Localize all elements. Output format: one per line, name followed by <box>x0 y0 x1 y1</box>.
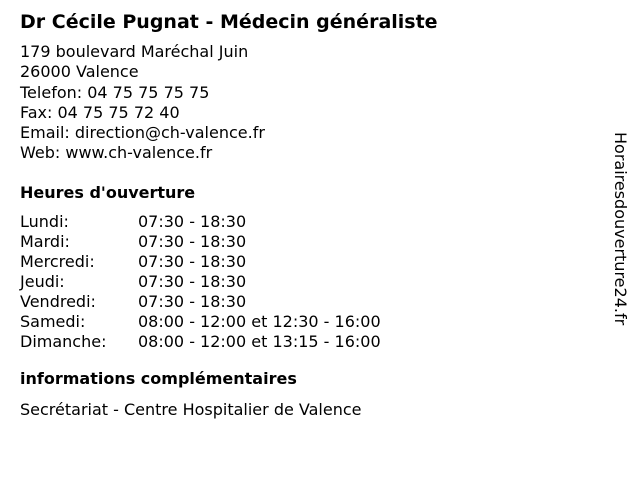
day-label: Lundi: <box>20 211 69 231</box>
day-label: Vendredi: <box>20 292 96 312</box>
day-label: Dimanche: <box>20 332 107 352</box>
email-address: Email: direction@ch-valence.fr <box>20 123 265 143</box>
address-block <box>20 42 600 164</box>
city-address: 26000 Valence <box>20 62 139 82</box>
hours-row-jeudi <box>20 272 600 292</box>
hours-row-mercredi <box>20 252 600 272</box>
hours-row-lundi <box>20 212 600 232</box>
site-watermark: Horairesdouverture24.fr <box>611 132 630 326</box>
hours-row-dimanche <box>20 332 600 352</box>
fax-number: Fax: 04 75 75 72 40 <box>20 102 180 122</box>
hours-row-mardi <box>20 232 600 252</box>
time-value: 07:30 - 18:30 <box>138 251 247 271</box>
day-label: Jeudi: <box>20 272 65 292</box>
opening-hours-heading: Heures d'ouverture <box>20 182 196 202</box>
day-label: Mardi: <box>20 231 70 251</box>
day-label: Samedi: <box>20 312 86 332</box>
day-label: Mercredi: <box>20 251 95 271</box>
time-value: 07:30 - 18:30 <box>138 292 247 312</box>
street-address: 179 boulevard Maréchal Juin <box>20 42 249 61</box>
opening-hours-table <box>20 212 600 353</box>
hours-row-vendredi <box>20 292 600 312</box>
time-value: 08:00 - 12:00 et 12:30 - 16:00 <box>138 312 381 332</box>
hours-row-samedi <box>20 312 600 332</box>
business-card <box>20 10 600 421</box>
additional-info-heading: informations complémentaires <box>20 369 297 389</box>
time-value: 07:30 - 18:30 <box>138 231 247 251</box>
page-title: Dr Cécile Pugnat - Médecin généraliste <box>20 11 438 33</box>
time-value: 07:30 - 18:30 <box>138 211 247 231</box>
time-value: 08:00 - 12:00 et 13:15 - 16:00 <box>138 332 381 352</box>
time-value: 07:30 - 18:30 <box>138 272 247 292</box>
phone-number: Telefon: 04 75 75 75 75 <box>20 82 210 102</box>
additional-info-text: Secrétariat - Centre Hospitalier de Valence <box>20 400 362 420</box>
website-address: Web: www.ch-valence.fr <box>20 143 213 163</box>
